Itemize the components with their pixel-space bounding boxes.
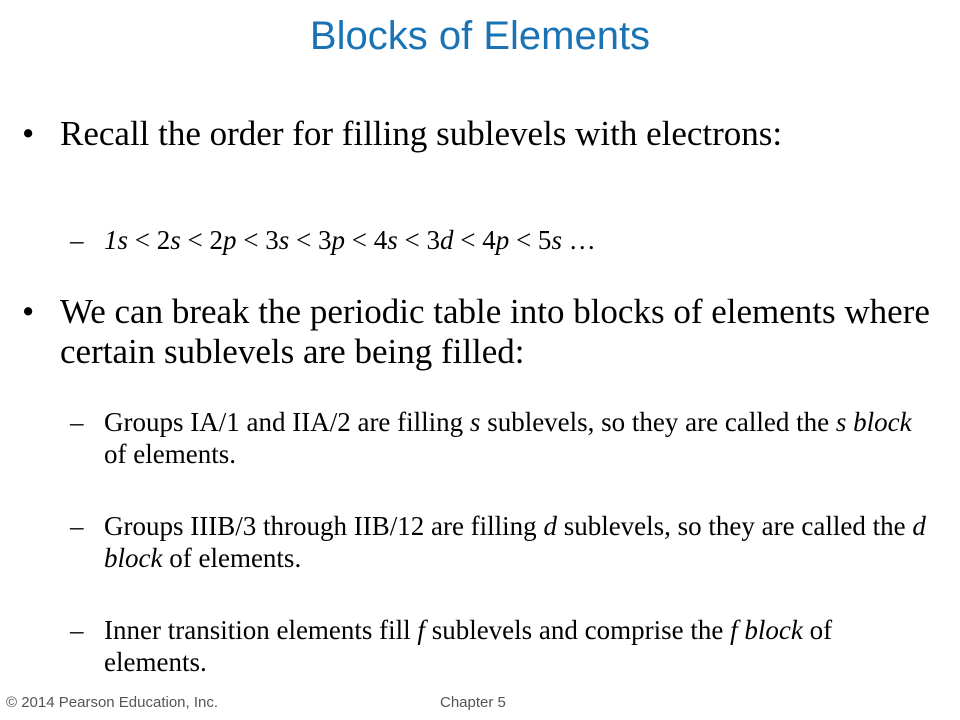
bullet-dash: –: [70, 225, 84, 255]
subitem-d-block: [70, 510, 932, 574]
bullet-dash: –: [70, 511, 84, 541]
bullet-text: Recall the order for filling sublevels with electrons:: [60, 114, 783, 153]
subitem-text: Inner transition elements fill f sublevels and comprise the f block of elements.: [104, 615, 833, 677]
subitem-text: Groups IA/1 and IIA/2 are filling s sublevels, so they are called the s block of elements.: [104, 407, 912, 469]
footer-chapter: Chapter 5: [440, 694, 506, 711]
bullet-break-table: [22, 292, 932, 372]
bullet-recall-order: [22, 114, 932, 154]
subitem-text: 1s < 2s < 2p < 3s < 3p < 4s < 3d < 4p < 5s …: [104, 225, 596, 255]
bullet-dash: –: [70, 407, 84, 437]
footer-copyright: © 2014 Pearson Education, Inc.: [6, 694, 219, 711]
subitem-text: Groups IIIB/3 through IIB/12 are filling d sublevels, so they are called the d block of elements.: [104, 511, 926, 573]
subitem-filling-order: [70, 224, 932, 256]
subitem-f-block: [70, 614, 932, 678]
subitem-s-block: [70, 406, 932, 470]
bullet-text: We can break the periodic table into blocks of elements where certain sublevels are being filled:: [60, 292, 930, 371]
bullet-dot: •: [22, 292, 35, 331]
slide-title: Blocks of Elements: [309, 14, 651, 58]
bullet-dash: –: [70, 615, 84, 645]
bullet-dot: •: [22, 114, 35, 153]
